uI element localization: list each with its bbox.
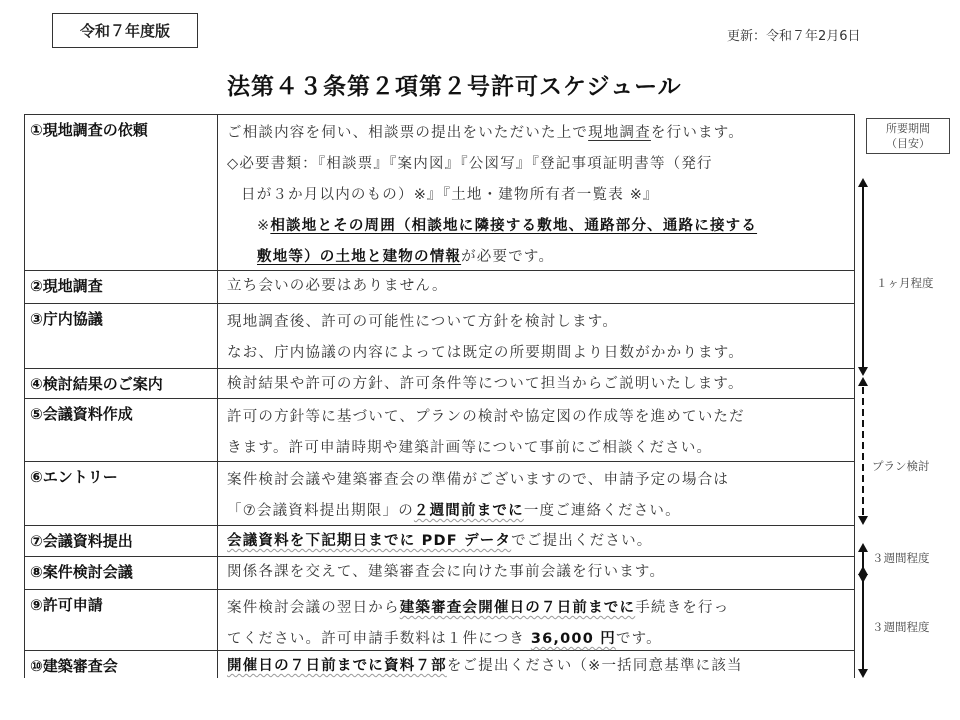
step-description — [218, 271, 854, 303]
step-description — [218, 462, 854, 525]
period-label-3weeks-b: ３週間程度 — [872, 620, 930, 634]
description-line — [227, 180, 854, 211]
step-label: ③庁内協議 — [25, 304, 218, 368]
text-run: てください。許可申請手数料は１件につき — [227, 631, 531, 647]
schedule-table — [24, 114, 855, 678]
step-label: ⑥エントリー — [25, 462, 218, 525]
description-line — [227, 211, 854, 242]
period-label-plan: プラン検討 — [872, 459, 930, 473]
step-label: ⑨許可申請 — [25, 590, 218, 650]
text-run: 「⑦会議資料提出期限」の — [227, 503, 414, 519]
arrow-down-icon — [858, 516, 868, 525]
edition-label: 令和７年度版 — [52, 13, 198, 48]
step-description — [218, 369, 854, 398]
text-run: 案件検討会議や建築審査会の準備がございますので、申請予定の場合は — [227, 472, 730, 488]
description-line — [227, 528, 854, 559]
schedule-row — [25, 399, 854, 462]
text-run: ※ — [257, 218, 271, 234]
description-line — [227, 559, 854, 590]
schedule-row — [25, 590, 854, 651]
step-description — [218, 304, 854, 368]
period-arrow-3weeks-b — [858, 566, 868, 678]
text-run: が必要です。 — [461, 249, 555, 265]
schedule-row — [25, 526, 854, 557]
text-run: 関係各課を交えて、建築審査会に向けた事前会議を行います。 — [227, 564, 666, 580]
description-line — [227, 307, 854, 338]
text-run: でご提出ください。 — [511, 533, 653, 549]
arrow-up-icon — [858, 377, 868, 386]
period-header — [866, 118, 950, 154]
text-run: 検討結果や許可の方針、許可条件等について担当からご説明いたします。 — [227, 376, 744, 392]
arrow-down-icon — [858, 367, 868, 376]
period-header-line2: （目安） — [886, 137, 930, 150]
emphasized-text: ２週間前までに — [413, 503, 524, 519]
schedule-row — [25, 651, 854, 678]
text-run: 許可の方針等に基づいて、プランの検討や協定図の作成等を進めていただ — [227, 409, 745, 425]
text-run: 日が３か月以内のもの）※』『土地・建物所有者一覧表 ※』 — [241, 187, 659, 203]
schedule-row — [25, 557, 854, 590]
emphasized-text: 開催日の７日前までに資料７部 — [227, 658, 447, 674]
period-arrow-1month — [858, 178, 868, 376]
period-header-line1: 所要期間 — [886, 122, 930, 135]
text-run: 現地調査後、許可の可能性について方針を検討します。 — [227, 314, 619, 330]
period-label-3weeks-a: ３週間程度 — [872, 551, 930, 565]
description-line — [227, 653, 854, 678]
step-description — [218, 115, 854, 270]
step-label: ②現地調査 — [25, 271, 218, 303]
emphasized-text: 現地調査 — [588, 125, 651, 141]
description-line — [227, 338, 854, 369]
text-run: をご提出ください（※一括同意基準に該当 — [446, 658, 743, 674]
text-run: ◇必要書類：『相談票』『案内図』『公図写』『登記事項証明書等（発行 — [227, 156, 713, 172]
text-run: ご相談内容を伺い、相談票の提出をいただいた上で — [227, 125, 589, 141]
description-line — [227, 433, 854, 464]
emphasized-text: 建築審査会開催日の７日前までに — [399, 600, 636, 616]
text-run: 一度ご連絡ください。 — [523, 503, 681, 519]
description-line — [227, 496, 854, 527]
description-line — [227, 118, 854, 149]
description-line — [227, 371, 854, 402]
emphasized-text: 会議資料を下記期日までに PDF データ — [227, 533, 512, 549]
step-label: ⑩建築審査会 — [25, 651, 218, 678]
step-description — [218, 526, 854, 556]
description-line — [227, 593, 854, 624]
text-run: を行います。 — [650, 125, 744, 141]
description-line — [227, 149, 854, 180]
step-description — [218, 651, 854, 678]
schedule-row — [25, 369, 854, 399]
emphasized-text: 敷地等）の土地と建物の情報 — [257, 249, 462, 265]
text-run: 案件検討会議の翌日から — [227, 600, 400, 616]
step-label: ⑦会議資料提出 — [25, 526, 218, 556]
step-description — [218, 590, 854, 650]
description-line — [227, 273, 854, 304]
text-run: 立ち会いの必要はありません。 — [227, 278, 448, 294]
schedule-row — [25, 115, 854, 271]
page-title: 法第４３条第２項第２号許可スケジュール — [227, 74, 682, 100]
description-line — [227, 402, 854, 433]
description-line — [227, 465, 854, 496]
emphasized-text: 相談地とその周囲（相談地に隣接する敷地、通路部分、通路に接する — [270, 218, 758, 234]
updated-date: 更新：令和７年2月6日 — [727, 29, 861, 44]
schedule-row — [25, 271, 854, 304]
text-run: 手続きを行っ — [635, 600, 730, 616]
step-label: ④検討結果のご案内 — [25, 369, 218, 398]
description-line — [227, 242, 854, 273]
period-arrow-plan — [858, 377, 868, 525]
step-label: ①現地調査の依頼 — [25, 115, 218, 270]
text-run: きます。許可申請時期や建築計画等について事前にご相談ください。 — [227, 440, 713, 456]
period-label-1month: １ヶ月程度 — [876, 276, 934, 290]
emphasized-text: 36,000 円 — [530, 631, 616, 647]
step-description — [218, 557, 854, 589]
text-run: なお、庁内協議の内容によっては既定の所要期間より日数がかかります。 — [227, 345, 744, 361]
step-label: ⑤会議資料作成 — [25, 399, 218, 461]
schedule-row — [25, 304, 854, 369]
step-label: ⑧案件検討会議 — [25, 557, 218, 589]
schedule-row — [25, 462, 854, 526]
arrow-down-icon — [858, 669, 868, 678]
text-run: です。 — [615, 631, 662, 647]
step-description — [218, 399, 854, 461]
